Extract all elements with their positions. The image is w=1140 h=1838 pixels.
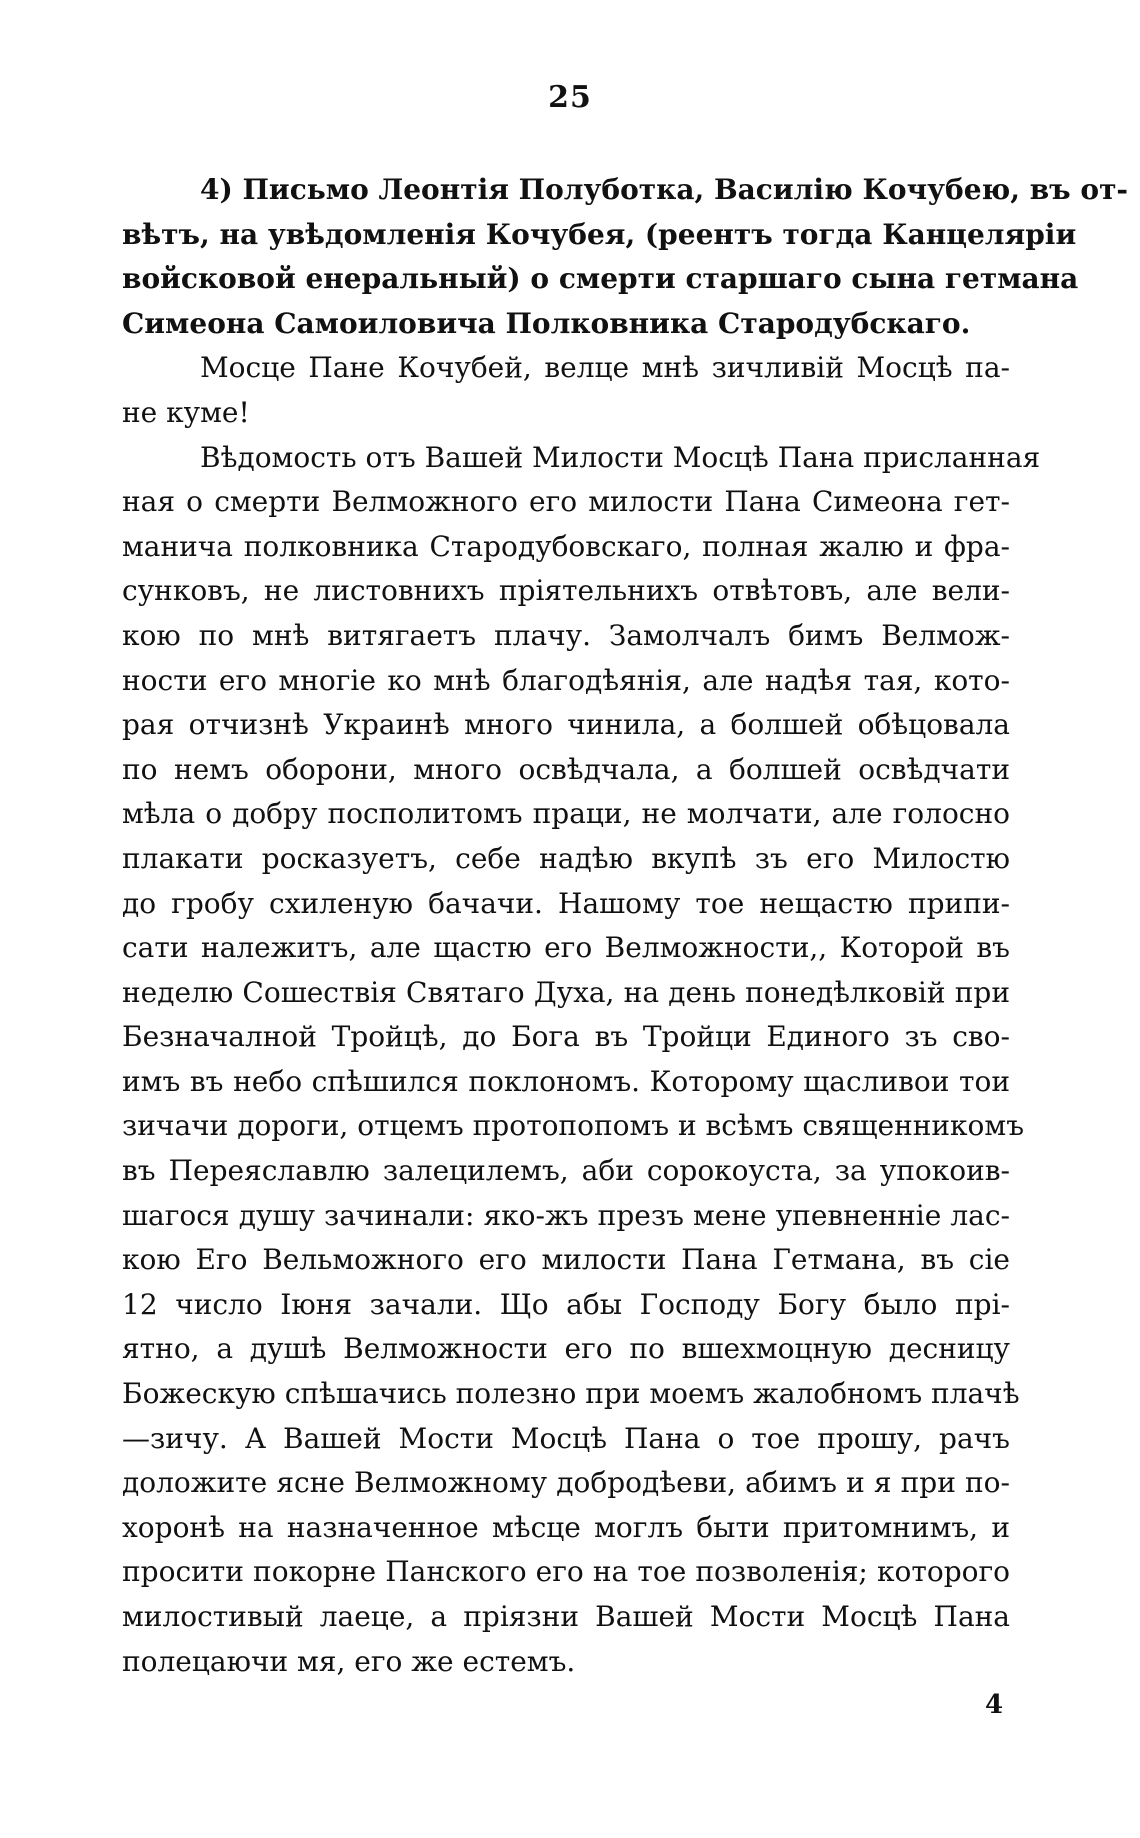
body-line: Безначалной Тройцѣ, до Бога въ Тройци Единого зъ сво- — [122, 1020, 1010, 1054]
body-line: сунковъ, не листовнихъ пріятельнихъ отвѣтовъ, але вели- — [122, 574, 1010, 608]
heading-line: вѣтъ, на увѣдомленія Кочубея, (реентъ тогда Канцеляріи — [122, 217, 1077, 251]
heading-paragraph — [122, 168, 1129, 346]
body-line: въ Переяславлю залецилемъ, аби сорокоуста, за упокоив- — [122, 1154, 1010, 1188]
body-line: 12 число Іюня зачали. Що абы Господу Богу было прі- — [122, 1287, 1010, 1321]
salutation-paragraph — [122, 346, 1010, 435]
body-line: кою Его Вельможного его милости Пана Гетмана, въ сіе — [122, 1243, 1010, 1277]
body-line: рая отчизнѣ Украинѣ много чинила, а болшей обѣцовала — [122, 708, 1010, 742]
body-line: доложите ясне Велможному добродѣеви, абимъ и я при по- — [122, 1466, 1010, 1500]
salutation-line: не куме! — [122, 395, 250, 429]
body-line: плакати росказуетъ, себе надѣю вкупѣ зъ его Милостю — [122, 841, 1010, 875]
body-line: до гробу схиленую бачачи. Нашому тое нещастю припи- — [122, 886, 1010, 920]
body-line: ятно, а душѣ Велможности его по вшехмоцную десницу — [122, 1332, 1010, 1366]
body-line: ная о смерти Велможного его милости Пана Симеона гет- — [122, 485, 1010, 519]
heading-line: 4) Письмо Леонтія Полуботка, Василію Кочубею, въ от- — [200, 173, 1129, 206]
letter-body — [122, 436, 1041, 1685]
heading-line: войсковой енеральный) о смерти старшаго сына гетмана — [122, 262, 1079, 296]
body-line: зичачи дороги, отцемъ протопопомъ и всѣмъ священникомъ — [122, 1109, 1025, 1143]
page-number: 25 — [548, 80, 592, 115]
body-line: неделю Сошествія Святаго Духа, на день понедѣлковій при — [122, 975, 1010, 1009]
body-line: по немъ оборони, много освѣдчала, а болшей освѣдчати — [122, 752, 1010, 786]
body-line: просити покорне Панского его на тое позволенія; которого — [122, 1555, 1010, 1589]
printer-signature-mark: 4 — [985, 1690, 1004, 1720]
body-line: милостивый лаеце, а пріязни Вашей Мости Мосцѣ Пана — [122, 1600, 1010, 1633]
text-block — [122, 168, 1129, 1684]
body-line: полецаючи мя, его же естемъ. — [122, 1644, 576, 1678]
body-line: Вѣдомость отъ Вашей Милости Мосцѣ Пана присланная — [200, 440, 1041, 474]
body-line: —зичу. А Вашей Мости Мосцѣ Пана о тое прошу, рачъ — [122, 1421, 1010, 1455]
body-line: Божескую спѣшачись полезно при моемъ жалобномъ плачѣ — [122, 1377, 1020, 1411]
body-line: хоронѣ на назначенное мѣсце моглъ быти притомнимъ, и — [122, 1510, 1010, 1544]
body-line: сати належитъ, але щастю его Велможности,, Которой въ — [122, 931, 1010, 965]
body-line: манича полковника Стародубовскаго, полная жалю и фра- — [122, 529, 1010, 563]
heading-line: Симеона Самоиловича Полковника Стародубскаго. — [122, 306, 971, 340]
body-line: ности его многіе ко мнѣ благодѣянія, але надѣя тая, кото- — [122, 663, 1010, 697]
body-line: шагося душу зачинали: яко-жъ презъ мене упевненніе лас- — [122, 1198, 1010, 1232]
salutation-line: Мосце Пане Кочубей, велце мнѣ зичливій Мосцѣ па- — [200, 351, 1010, 385]
body-line: имъ въ небо спѣшился поклономъ. Которому щасливои тои — [122, 1064, 1010, 1098]
body-line: мѣла о добру посполитомъ праци, не молчати, але голосно — [122, 797, 1010, 831]
body-line: кою по мнѣ витягаетъ плачу. Замолчалъ бимъ Велмож- — [122, 618, 1010, 652]
